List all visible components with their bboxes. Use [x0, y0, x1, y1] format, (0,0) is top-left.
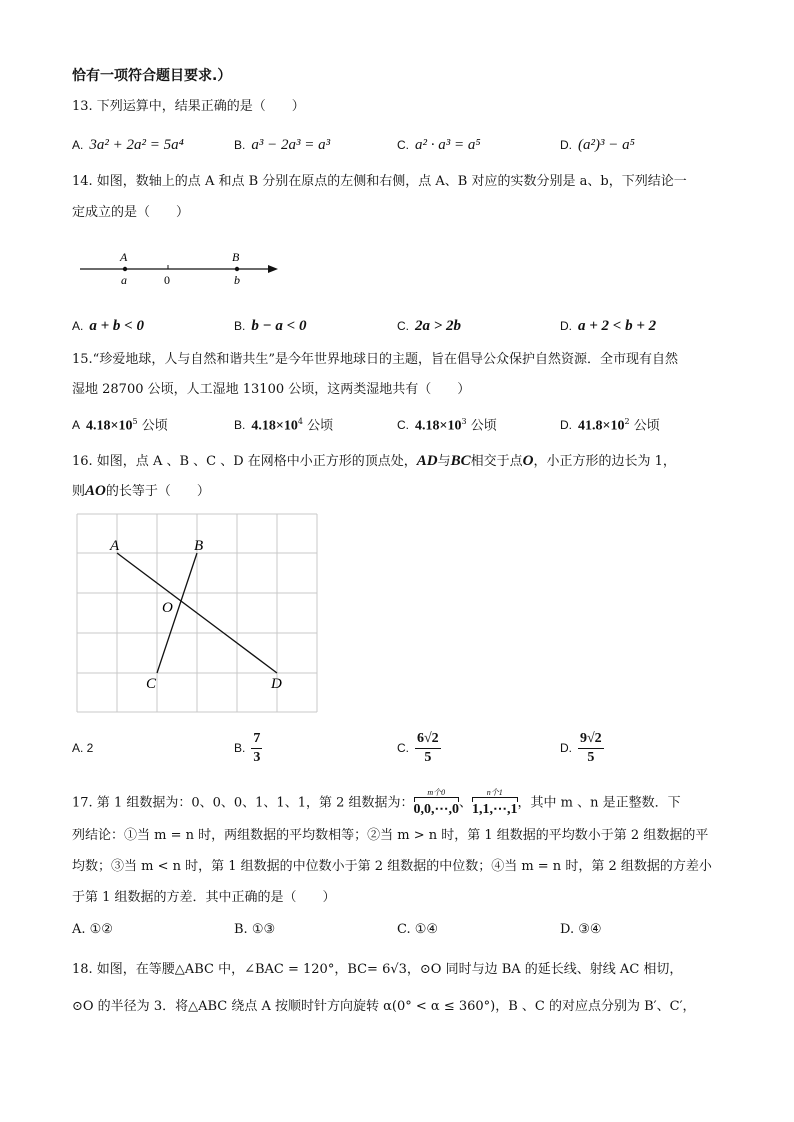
- q17-line4: 于第 1 组数据的方差．其中正确的是（ ）: [72, 890, 336, 905]
- q15-options: [72, 410, 752, 434]
- axis-label-zero: 0: [164, 273, 170, 287]
- q16-stem-line1: 16. 如图，点 A 、B 、C 、D 在网格中小正方形的顶点处，AD与BC相交于点O，小正方形的边长为 1，: [72, 453, 676, 469]
- q17-line2: 列结论：①当 m = n 时，两组数据的平均数相等；②当 m > n 时，第 1 组数据的平均数小于第 2 组数据的平: [72, 828, 709, 843]
- q15-stem-line2: 湿地 28700 公顷，人工湿地 13100 公顷，这两类湿地共有（ ）: [72, 382, 471, 397]
- q15-option-d[interactable]: D. $41.8\times 10^2$ 公顷: [560, 417, 660, 434]
- axis-label-B: B: [232, 250, 240, 264]
- q17-option-c[interactable]: C. ①④: [397, 922, 439, 937]
- q14-option-c[interactable]: C. 2a > 2b: [397, 318, 462, 334]
- q16-stem-line2: 则AO的长等于（ ）: [72, 483, 210, 499]
- q15-option-c[interactable]: C. $4.18\times 10^3$ 公顷: [397, 417, 497, 434]
- q13-options: [72, 133, 752, 157]
- q14-option-d[interactable]: D. a + 2 < b + 2: [560, 318, 657, 334]
- q14-options: [72, 314, 752, 338]
- brace-zeros: m个0 0,0,⋯,0: [413, 788, 460, 817]
- q18-line1: 18. 如图，在等腰△ABC 中，∠BAC = 120°，BC= 6√3，⊙O 同时与边 BA 的延长线、射线 AC 相切，: [72, 962, 683, 977]
- q13-option-c[interactable]: C. a² · a³ = a⁵: [397, 137, 481, 153]
- q15-option-b[interactable]: B. $4.18\times 10^4$ 公顷: [234, 417, 334, 434]
- axis-label-b: b: [234, 273, 240, 287]
- q16-option-a[interactable]: A. 2: [72, 741, 94, 755]
- brace-ones: n个1 1,1,⋯,1: [472, 788, 518, 817]
- point-label-O: O: [162, 600, 173, 616]
- q16-option-b[interactable]: B. $\frac{7}{3}$: [234, 731, 261, 765]
- point-label-B: B: [194, 538, 204, 554]
- point-label-D: D: [271, 676, 282, 692]
- q18-line2: ⊙O 的半径为 3．将△ABC 绕点 A 按顺时针方向旋转 α(0° < α ≤ 360°)，B 、C 的对应点分别为 B′、C′，: [72, 999, 696, 1014]
- q17-options: [72, 918, 752, 942]
- q16-option-d[interactable]: D. $\frac{9√2}{5}$: [560, 731, 602, 765]
- q17-option-b[interactable]: B. ①③: [234, 922, 276, 937]
- q17-option-d[interactable]: D. ③④: [560, 922, 602, 937]
- q17-line3: 均数；③当 m < n 时，第 1 组数据的中位数小于第 2 组数据的中位数；④当 m = n 时，第 2 组数据的方差小: [72, 859, 712, 874]
- q16-options: [72, 730, 752, 770]
- q13-stem: 13. 下列运算中，结果正确的是（ ）: [72, 99, 305, 114]
- q15-option-a[interactable]: A $4.18\times 10^5$ 公顷: [72, 417, 168, 434]
- q14-stem-line2: 定成立的是（ ）: [72, 205, 190, 220]
- section-header: 恰有一项符合题目要求.）: [72, 68, 232, 84]
- q14-option-b[interactable]: B. b − a < 0: [234, 318, 307, 334]
- q16-option-c[interactable]: C. $\frac{6√2}{5}$: [397, 731, 439, 765]
- q17-line1: 17. 第 1 组数据为：0、0、0、1、1、1，第 2 组数据为： m个0 0,0,⋯,0 、 n个1 1,1,⋯,1 ，其中 m 、n 是正整数．下: [72, 788, 681, 817]
- point-label-C: C: [146, 676, 157, 692]
- axis-label-a: a: [121, 273, 127, 287]
- q15-stem-line1: 15.“珍爱地球，人与自然和谐共生”是今年世界地球日的主题，旨在倡导公众保护自然资源．全市现有自然: [72, 352, 678, 367]
- grid-figure: [76, 513, 321, 713]
- point-label-A: A: [110, 538, 120, 554]
- axis-label-A: A: [120, 250, 128, 264]
- q13-option-b[interactable]: B. a³ − 2a³ = a³: [234, 137, 331, 153]
- q14-option-a[interactable]: A. a + b < 0: [72, 318, 144, 334]
- q17-option-a[interactable]: A. ①②: [72, 922, 113, 937]
- q13-option-d[interactable]: D. (a²)³ − a⁵: [560, 137, 635, 153]
- q13-option-a[interactable]: A. 3a² + 2a² = 5a⁴: [72, 137, 184, 153]
- q14-stem-line1: 14. 如图，数轴上的点 A 和点 B 分别在原点的左侧和右侧，点 A、B 对应的实数分别是 a、b，下列结论一: [72, 174, 687, 189]
- number-line-figure: [78, 246, 288, 294]
